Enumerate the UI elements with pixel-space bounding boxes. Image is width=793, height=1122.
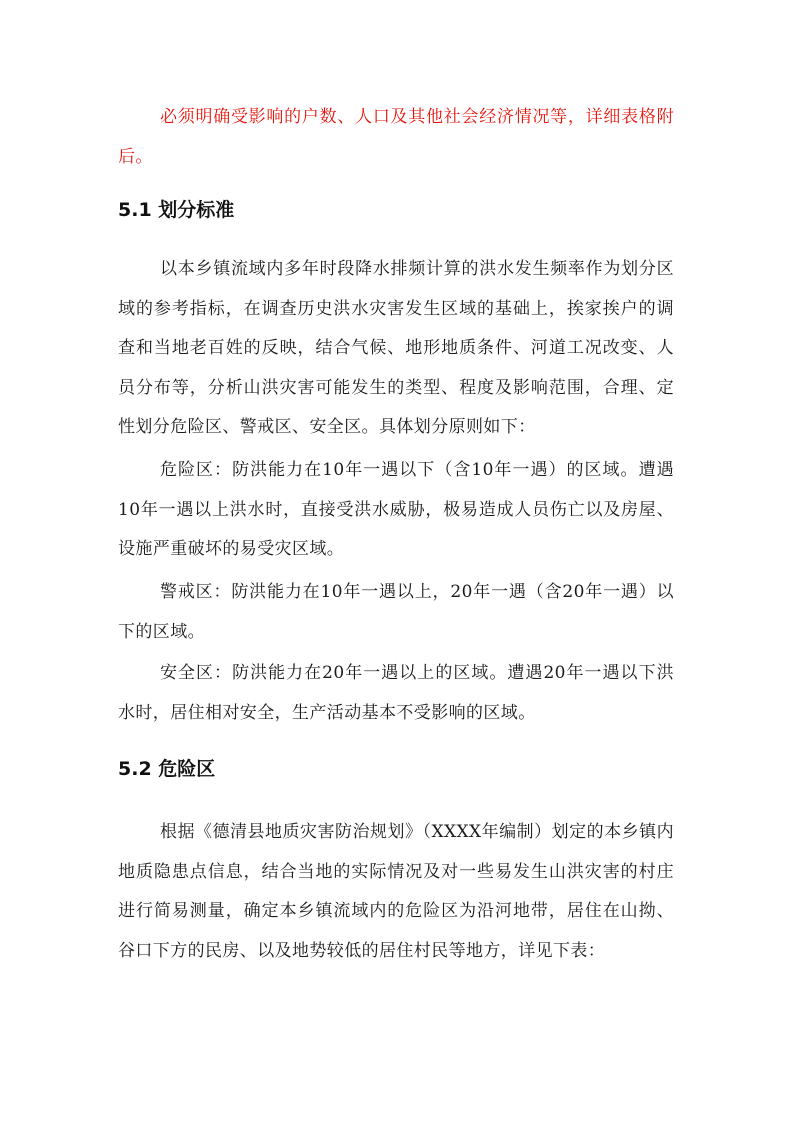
paragraph-warning-zone: 警戒区：防洪能力在10年一遇以上，20年一遇（含20年一遇）以下的区域。	[118, 582, 674, 642]
paragraph-safe-zone: 安全区：防洪能力在20年一遇以上的区域。遭遇20年一遇以下洪水时，居住相对安全，生产活动基本不受影响的区域。	[118, 663, 674, 723]
paragraph-danger-area-description: 根据《德清县地质灾害防治规划》（XXXX年编制）划定的本乡镇内地质隐患点信息，结合当地的实际情况及对一些易发生山洪灾害的村庄进行简易测量，确定本乡镇流域内的危险区为沿河地带，居住在山拗、谷口下方的民房、以及地势较低的居住村民等地方，详见下表：	[118, 822, 674, 961]
paragraph-division-standard: 以本乡镇流域内多年时段降水排频计算的洪水发生频率作为划分区域的参考指标，在调查历史洪水灾害发生区域的基础上，挨家挨户的调查和当地老百姓的反映，结合气候、地形地质条件、河道工况改变、人员分布等，分析山洪灾害可能发生的类型、程度及影响范围，合理、定性划分危险区、警戒区、安全区。具体划分原则如下：	[118, 259, 674, 438]
section-heading-5-2: 5.2 危险区	[118, 758, 216, 780]
section-heading-5-1: 5.1 划分标准	[118, 199, 235, 221]
intro-note: 必须明确受影响的户数、人口及其他社会经济情况等，详细表格附后。	[118, 107, 674, 167]
paragraph-danger-zone: 危险区：防洪能力在10年一遇以下（含10年一遇）的区域。遭遇10年一遇以上洪水时，直接受洪水威胁，极易造成人员伤亡以及房屋、设施严重破坏的易受灾区域。	[118, 460, 674, 560]
